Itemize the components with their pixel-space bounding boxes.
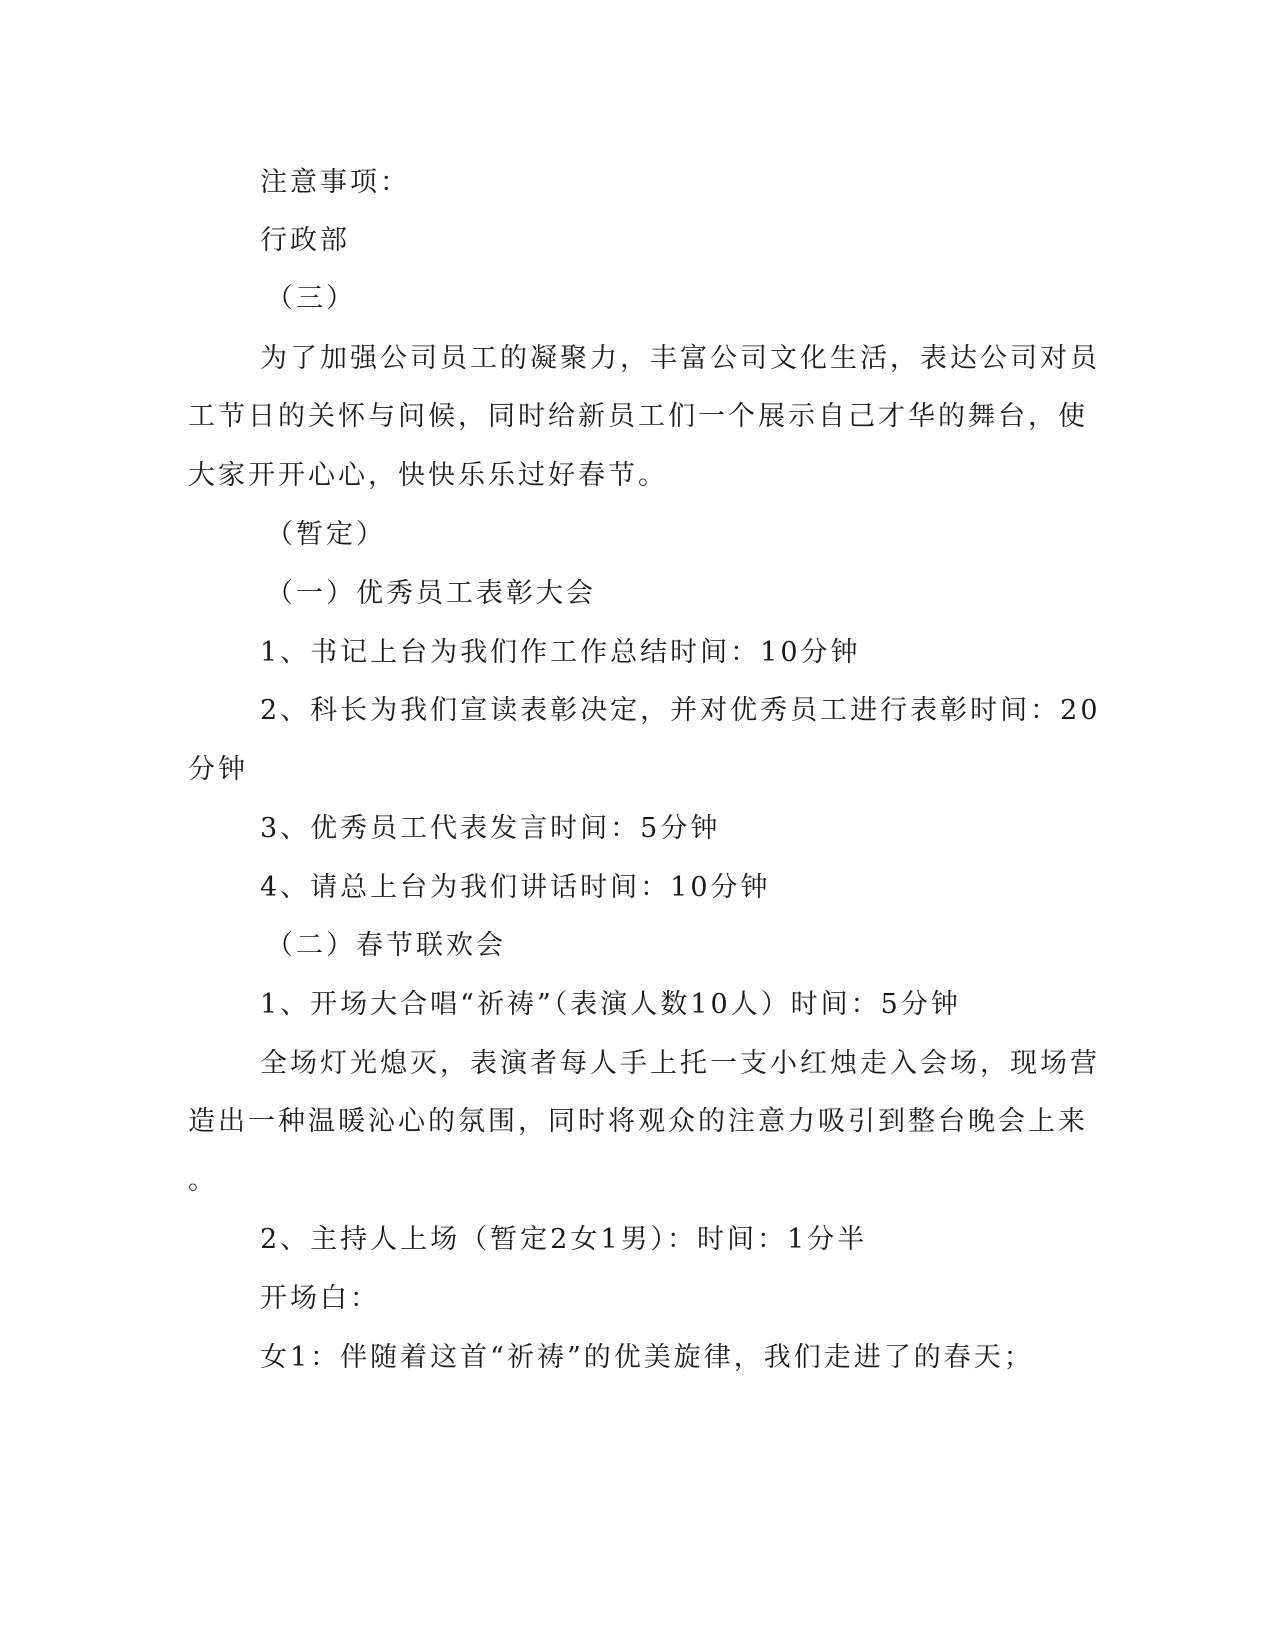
agenda-item-1: 1、书记上台为我们作工作总结时间：10分钟	[260, 637, 861, 668]
program-description-line-1: 全场灯光熄灭，表演者每人手上托一支小红烛走入会场，现场营	[260, 1048, 1100, 1079]
tentative-label: （暂定）	[266, 519, 386, 550]
section-number-three: （三）	[266, 283, 356, 314]
section-one-heading: （一）优秀员工表彰大会	[266, 578, 596, 609]
program-item-1: 1、开场大合唱“祈祷”（表演人数10人）时间：5分钟	[260, 989, 961, 1020]
purpose-paragraph-line-2: 工节日的关怀与问候，同时给新员工们一个展示自己才华的舞台，使	[188, 401, 1088, 432]
section-two-heading: （二）春节联欢会	[266, 930, 506, 961]
agenda-item-3: 3、优秀员工代表发言时间：5分钟	[260, 813, 721, 844]
agenda-item-4: 4、请总上台为我们讲话时间：10分钟	[260, 872, 771, 903]
agenda-item-2-line-2: 分钟	[188, 754, 248, 785]
host-female-1-line: 女1：伴随着这首“祈祷”的优美旋律，我们走进了的春天；	[260, 1342, 1034, 1373]
department-line: 行政部	[260, 225, 350, 256]
program-item-2: 2、主持人上场（暂定2女1男）：时间：1分半	[260, 1224, 868, 1255]
purpose-paragraph-line-3: 大家开开心心，快快乐乐过好春节。	[188, 460, 668, 491]
purpose-paragraph-line-1: 为了加强公司员工的凝聚力，丰富公司文化生活，表达公司对员	[260, 343, 1100, 374]
opening-remarks-label: 开场白：	[260, 1283, 380, 1314]
program-description-line-2: 造出一种温暖沁心的氛围，同时将观众的注意力吸引到整台晚会上来	[188, 1106, 1088, 1137]
program-description-line-3: 。	[188, 1165, 218, 1196]
agenda-item-2-line-1: 2、科长为我们宣读表彰决定，并对优秀员工进行表彰时间：20	[260, 695, 1101, 726]
notes-heading: 注意事项：	[260, 167, 410, 198]
